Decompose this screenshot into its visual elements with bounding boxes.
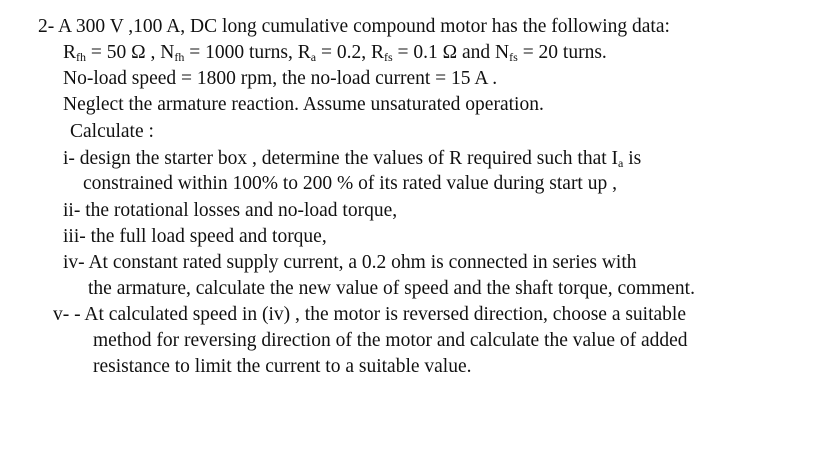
n-fh-value: = 1000 turns, — [184, 42, 298, 63]
r-fs-subscript: fs — [383, 50, 393, 64]
question-v-continuation-2: resistance to limit the current to a suitable value. — [93, 356, 472, 377]
r-a-value: = 0.2, — [316, 42, 371, 63]
question-v-continuation-1: method for reversing direction of the motor and calculate the value of added — [93, 330, 688, 351]
question-iii-line: iii- the full load speed and torque, — [63, 226, 327, 247]
r-fh-subscript: fh — [76, 50, 87, 64]
r-fh-value: = 50 Ω , — [86, 42, 161, 63]
no-load-data-line: No-load speed = 1800 rpm, the no-load current = 15 A . — [63, 68, 498, 89]
n-fh-symbol: N — [160, 42, 175, 63]
n-fs-symbol: N — [495, 42, 510, 63]
question-i-continuation: constrained within 100% to 200 % of its rated value during start up , — [83, 173, 617, 194]
r-fs-symbol: R — [370, 42, 384, 63]
question-i-text: i- design the starter box , determine the values of R required such that I — [63, 148, 619, 169]
r-a-symbol: R — [297, 42, 311, 63]
calculate-heading: Calculate : — [70, 121, 154, 142]
question-v-line: v- - At calculated speed in (iv) , the motor is reversed direction, choose a suitable — [53, 304, 686, 325]
question-i-tail: is — [623, 148, 642, 169]
n-fs-value: = 20 turns. — [517, 42, 607, 63]
assumptions-line: Neglect the armature reaction. Assume unsaturated operation. — [63, 94, 544, 115]
ia-subscript: a — [618, 156, 624, 170]
motor-parameters-line — [63, 41, 607, 65]
question-ii-line: ii- the rotational losses and no-load torque, — [63, 200, 398, 221]
question-iv-continuation: the armature, calculate the new value of speed and the shaft torque, comment. — [88, 278, 695, 299]
r-fs-value: = 0.1 Ω and — [392, 42, 496, 63]
problem-statement-line: 2- A 300 V ,100 A, DC long cumulative compound motor has the following data: — [38, 16, 670, 37]
n-fh-subscript: fh — [174, 50, 185, 64]
n-fs-subscript: fs — [509, 50, 518, 64]
question-iv-line: iv- At constant rated supply current, a 0.2 ohm is connected in series with — [63, 252, 637, 273]
question-i-line — [63, 147, 641, 171]
r-a-subscript: a — [310, 50, 317, 64]
r-fh-symbol: R — [63, 42, 77, 63]
